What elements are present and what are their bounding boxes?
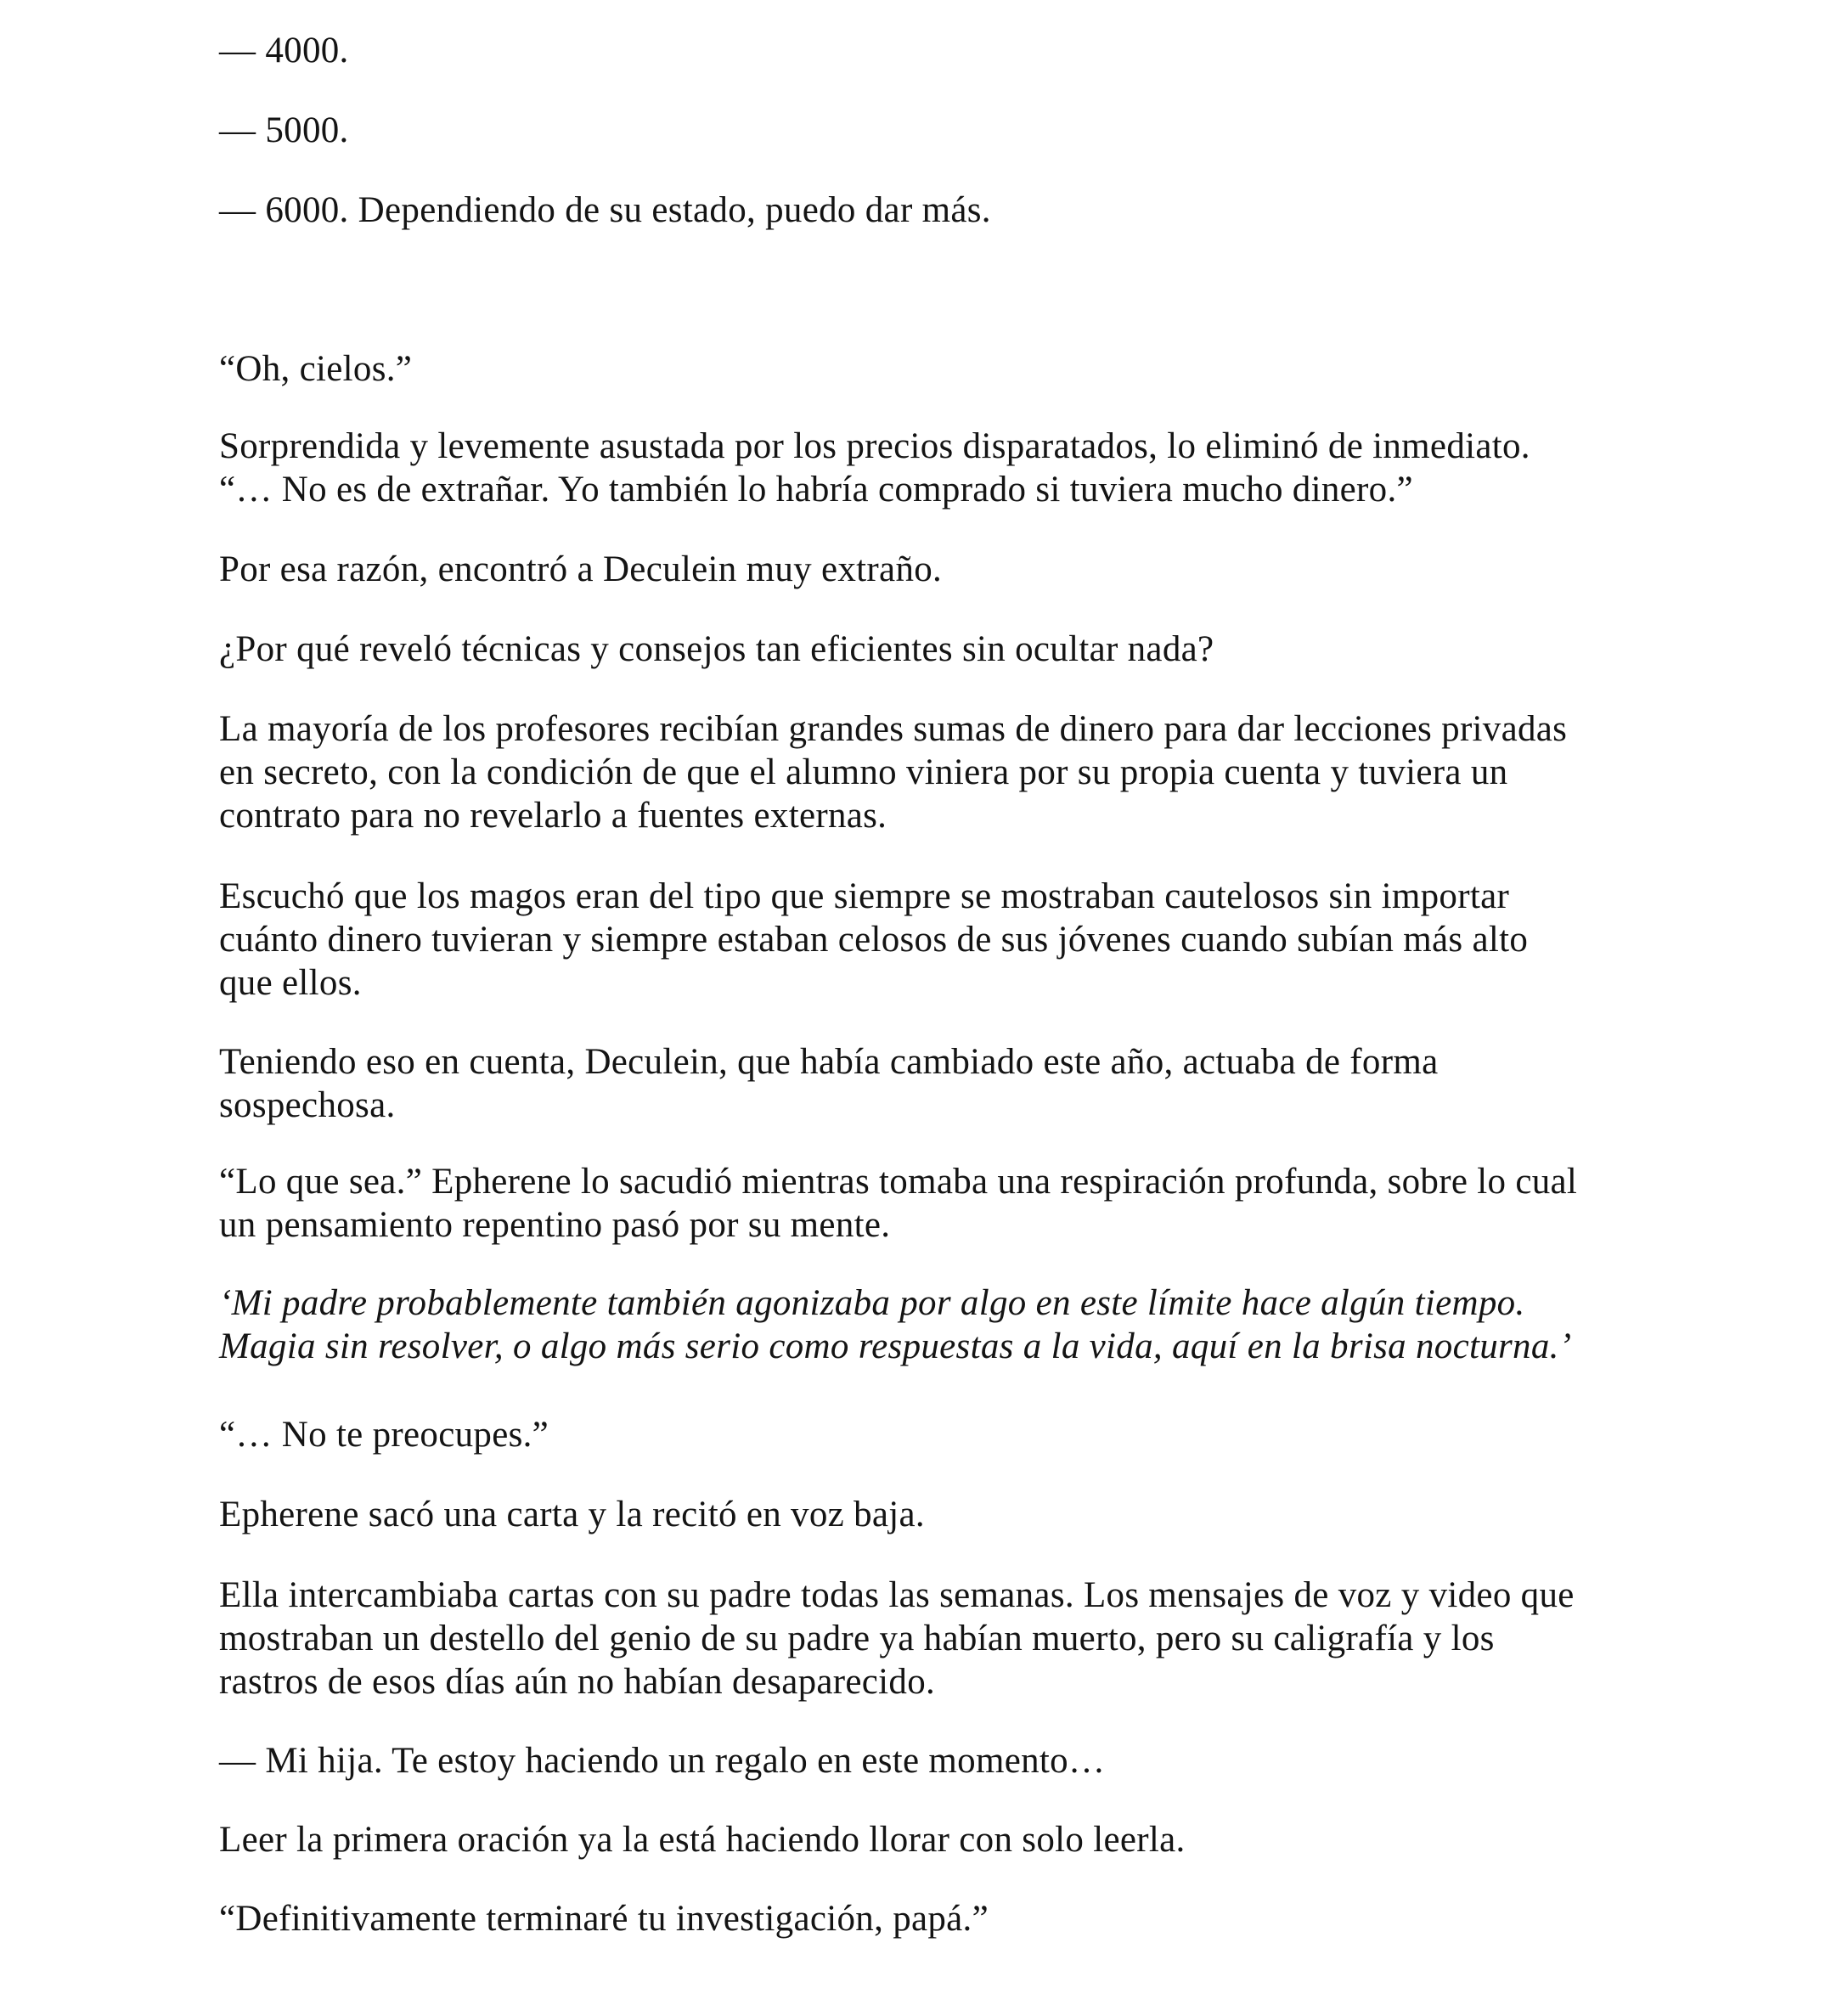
text-line: “Lo que sea.” Epherene lo sacudió mientras tomaba una respiración profunda, sobre lo cual — [219, 1162, 1578, 1202]
text-line: Magia sin resolver, o algo más serio como respuestas a la vida, aquí en la brisa nocturna.’ — [219, 1326, 1572, 1366]
paragraph-no-te-preocupes — [219, 1413, 1663, 1456]
paragraph-definitivamente — [219, 1897, 1663, 1940]
text-line: mostraban un destello del genio de su padre ya habían muerto, pero su caligrafía y los — [219, 1619, 1495, 1658]
paragraph-mi-hija — [219, 1739, 1663, 1782]
text-line: Sorprendida y levemente asustada por los precios disparatados, lo eliminó de inmediato. — [219, 426, 1530, 466]
text-line: — 5000. — [219, 110, 349, 150]
paragraph-teniendo — [219, 1040, 1663, 1127]
text-line: sospechosa. — [219, 1085, 396, 1125]
text-line: Epherene sacó una carta y la recitó en voz baja. — [219, 1495, 925, 1534]
paragraph-sorprendida — [219, 425, 1663, 511]
text-line: Teniendo eso en cuenta, Deculein, que había cambiado este año, actuaba de forma — [219, 1042, 1439, 1082]
text-line: ¿Por qué reveló técnicas y consejos tan eficientes sin ocultar nada? — [219, 629, 1214, 669]
text-line: “Oh, cielos.” — [219, 349, 413, 389]
paragraph-dialogue-5000 — [219, 109, 1663, 152]
paragraph-leer — [219, 1818, 1663, 1861]
text-line: que ellos. — [219, 963, 362, 1003]
text-line: — 4000. — [219, 31, 349, 70]
text-line: un pensamiento repentino pasó por su mente. — [219, 1205, 891, 1245]
text-line: ‘Mi padre probablemente también agonizaba por algo en este límite hace algún tiempo. — [219, 1283, 1525, 1323]
text-line: “… No es de extrañar. Yo también lo habría comprado si tuviera mucho dinero.” — [219, 470, 1413, 510]
paragraph-por-esa-razon — [219, 548, 1663, 591]
text-line: La mayoría de los profesores recibían grandes sumas de dinero para dar lecciones privadas — [219, 709, 1568, 749]
paragraph-epherene-saco — [219, 1493, 1663, 1536]
paragraph-oh-cielos — [219, 347, 1663, 391]
text-line: “… No te preocupes.” — [219, 1415, 549, 1455]
text-line: — Mi hija. Te estoy haciendo un regalo en este momento… — [219, 1741, 1106, 1781]
text-line: — 6000. Dependiendo de su estado, puedo dar más. — [219, 190, 991, 230]
text-line: en secreto, con la condición de que el alumno viniera por su propia cuenta y tuviera un — [219, 752, 1508, 792]
text-line: rastros de esos días aún no habían desaparecido. — [219, 1662, 936, 1702]
paragraph-dialogue-4000 — [219, 29, 1663, 72]
text-line: “Definitivamente terminaré tu investigación, papá.” — [219, 1899, 989, 1939]
text-line: Ella intercambiaba cartas con su padre todas las semanas. Los mensajes de voz y video que — [219, 1575, 1575, 1615]
text-line: Leer la primera oración ya la está haciendo llorar con solo leerla. — [219, 1820, 1186, 1860]
paragraph-inner-thought — [219, 1281, 1663, 1368]
text-line: cuánto dinero tuvieran y siempre estaban celosos de sus jóvenes cuando subían más alto — [219, 920, 1529, 960]
paragraph-dialogue-6000 — [219, 189, 1663, 232]
paragraph-ella-intercambiaba — [219, 1574, 1663, 1703]
paragraph-lo-que-sea — [219, 1160, 1663, 1247]
paragraph-la-mayoria — [219, 707, 1663, 837]
paragraph-escucho — [219, 875, 1663, 1005]
text-line: Escuchó que los magos eran del tipo que siempre se mostraban cautelosos sin importar — [219, 876, 1510, 916]
text-line: contrato para no revelarlo a fuentes externas. — [219, 796, 887, 836]
paragraph-por-que-revelo — [219, 628, 1663, 671]
text-line: Por esa razón, encontró a Deculein muy extraño. — [219, 549, 943, 589]
